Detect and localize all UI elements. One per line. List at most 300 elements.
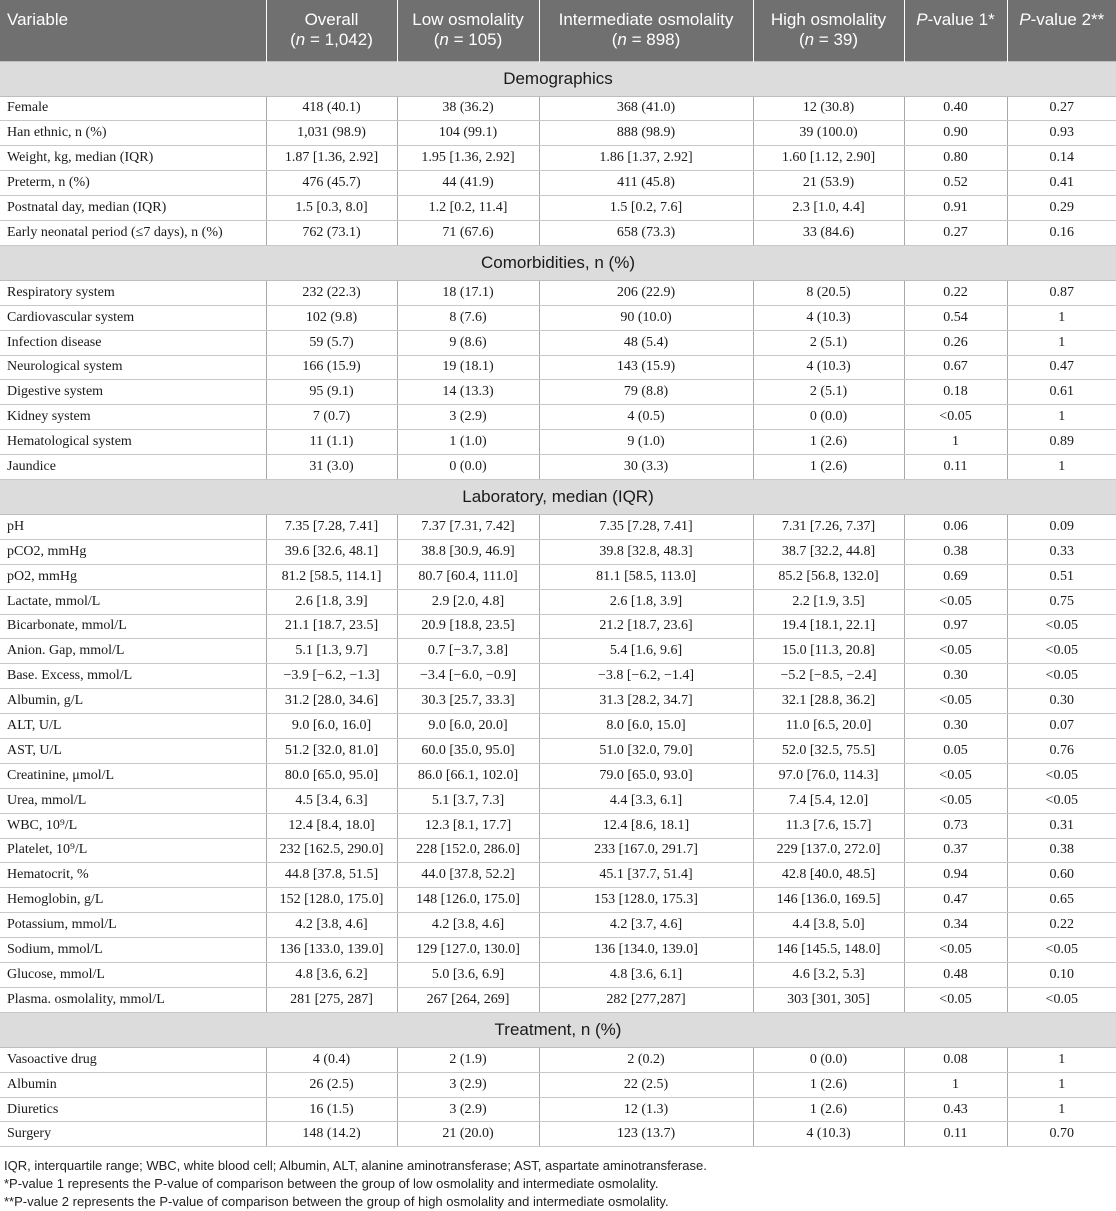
cell-intermediate-osmolality: 12 (1.3)	[539, 1097, 753, 1122]
cell-intermediate-osmolality: 22 (2.5)	[539, 1072, 753, 1097]
table-row	[0, 380, 1116, 405]
cell-low-osmolality: 7.37 [7.31, 7.42]	[397, 514, 539, 539]
cell-high-osmolality: 15.0 [11.3, 20.8]	[753, 639, 904, 664]
cell-high-osmolality: 2 (5.1)	[753, 380, 904, 405]
table-row	[0, 1122, 1116, 1147]
cell-low-osmolality: 2 (1.9)	[397, 1047, 539, 1072]
section-title: Laboratory, median (IQR)	[0, 479, 1116, 514]
cell-low-osmolality: 2.9 [2.0, 4.8]	[397, 589, 539, 614]
footnote-p-value-2: **P-value 2 represents the P-value of comparison between the group of high osmolality and intermediate osmolality.	[4, 1194, 669, 1210]
cell-low-osmolality: 5.0 [3.6, 6.9]	[397, 963, 539, 988]
cell-high-osmolality: 4.4 [3.8, 5.0]	[753, 913, 904, 938]
table-row	[0, 220, 1116, 245]
cell-overall: 81.2 [58.5, 114.1]	[266, 564, 397, 589]
cell-p-value-2: <0.05	[1007, 788, 1116, 813]
cell-low-osmolality: 5.1 [3.7, 7.3]	[397, 788, 539, 813]
cell-variable: Digestive system	[0, 380, 266, 405]
cell-variable: Weight, kg, median (IQR)	[0, 146, 266, 171]
cell-low-osmolality: 80.7 [60.4, 111.0]	[397, 564, 539, 589]
cell-low-osmolality: 14 (13.3)	[397, 380, 539, 405]
cell-p-value-1: 0.18	[904, 380, 1007, 405]
cell-low-osmolality: 86.0 [66.1, 102.0]	[397, 763, 539, 788]
table-row	[0, 405, 1116, 430]
cell-high-osmolality: 4 (10.3)	[753, 1122, 904, 1147]
cell-intermediate-osmolality: 2.6 [1.8, 3.9]	[539, 589, 753, 614]
cell-variable: Potassium, mmol/L	[0, 913, 266, 938]
cell-intermediate-osmolality: 4.4 [3.3, 6.1]	[539, 788, 753, 813]
cell-p-value-2: 0.38	[1007, 838, 1116, 863]
cell-p-value-1: 0.11	[904, 455, 1007, 480]
cell-intermediate-osmolality: 143 (15.9)	[539, 355, 753, 380]
cell-intermediate-osmolality: 411 (45.8)	[539, 171, 753, 196]
cell-p-value-1: <0.05	[904, 987, 1007, 1012]
cell-low-osmolality: 12.3 [8.1, 17.7]	[397, 813, 539, 838]
cell-high-osmolality: 229 [137.0, 272.0]	[753, 838, 904, 863]
cell-overall: 21.1 [18.7, 23.5]	[266, 614, 397, 639]
cell-p-value-2: 0.33	[1007, 539, 1116, 564]
cell-p-value-2: <0.05	[1007, 614, 1116, 639]
cell-variable: Creatinine, μmol/L	[0, 763, 266, 788]
cell-p-value-1: 0.08	[904, 1047, 1007, 1072]
cell-intermediate-osmolality: 81.1 [58.5, 113.0]	[539, 564, 753, 589]
cell-intermediate-osmolality: 1.5 [0.2, 7.6]	[539, 196, 753, 221]
cell-overall: 51.2 [32.0, 81.0]	[266, 738, 397, 763]
cell-variable: Urea, mmol/L	[0, 788, 266, 813]
cell-p-value-2: <0.05	[1007, 938, 1116, 963]
cell-intermediate-osmolality: 123 (13.7)	[539, 1122, 753, 1147]
cell-overall: 148 (14.2)	[266, 1122, 397, 1147]
cell-intermediate-osmolality: 4.2 [3.7, 4.6]	[539, 913, 753, 938]
table-row	[0, 1097, 1116, 1122]
cell-variable: Diuretics	[0, 1097, 266, 1122]
section-title: Treatment, n (%)	[0, 1012, 1116, 1047]
cell-overall: 1.87 [1.36, 2.92]	[266, 146, 397, 171]
cell-variable: pCO2, mmHg	[0, 539, 266, 564]
cell-low-osmolality: 1.2 [0.2, 11.4]	[397, 196, 539, 221]
cell-low-osmolality: 1 (1.0)	[397, 430, 539, 455]
cell-overall: 5.1 [1.3, 9.7]	[266, 639, 397, 664]
cell-intermediate-osmolality: 31.3 [28.2, 34.7]	[539, 689, 753, 714]
cell-high-osmolality: 38.7 [32.2, 44.8]	[753, 539, 904, 564]
cell-overall: 39.6 [32.6, 48.1]	[266, 539, 397, 564]
cell-p-value-2: 0.65	[1007, 888, 1116, 913]
cell-p-value-1: <0.05	[904, 639, 1007, 664]
cell-high-osmolality: −5.2 [−8.5, −2.4]	[753, 664, 904, 689]
cell-low-osmolality: 9 (8.6)	[397, 330, 539, 355]
cell-p-value-2: 0.60	[1007, 863, 1116, 888]
cell-p-value-1: 0.47	[904, 888, 1007, 913]
cell-p-value-1: 0.30	[904, 714, 1007, 739]
header-variable: Variable	[0, 0, 266, 61]
cell-p-value-1: 0.69	[904, 564, 1007, 589]
table-row	[0, 1047, 1116, 1072]
cell-high-osmolality: 4 (10.3)	[753, 355, 904, 380]
header-p-value-1: P-value 1*	[904, 0, 1007, 61]
cell-high-osmolality: 21 (53.9)	[753, 171, 904, 196]
cell-high-osmolality: 2.2 [1.9, 3.5]	[753, 589, 904, 614]
cell-overall: 11 (1.1)	[266, 430, 397, 455]
cell-p-value-1: <0.05	[904, 589, 1007, 614]
cell-overall: 4.8 [3.6, 6.2]	[266, 963, 397, 988]
table-row	[0, 987, 1116, 1012]
cell-p-value-1: <0.05	[904, 938, 1007, 963]
cell-p-value-2: 1	[1007, 405, 1116, 430]
cell-p-value-2: 0.29	[1007, 196, 1116, 221]
cell-intermediate-osmolality: 48 (5.4)	[539, 330, 753, 355]
table-row	[0, 938, 1116, 963]
cell-low-osmolality: 4.2 [3.8, 4.6]	[397, 913, 539, 938]
cell-overall: 80.0 [65.0, 95.0]	[266, 763, 397, 788]
cell-low-osmolality: 60.0 [35.0, 95.0]	[397, 738, 539, 763]
cell-p-value-2: 1	[1007, 1072, 1116, 1097]
header-p-value-2: P-value 2**	[1007, 0, 1116, 61]
cell-high-osmolality: 1 (2.6)	[753, 455, 904, 480]
table-row	[0, 514, 1116, 539]
cell-p-value-2: 0.75	[1007, 589, 1116, 614]
cell-variable: Albumin	[0, 1072, 266, 1097]
cell-high-osmolality: 7.4 [5.4, 12.0]	[753, 788, 904, 813]
cell-variable: Neurological system	[0, 355, 266, 380]
cell-p-value-2: 0.07	[1007, 714, 1116, 739]
cell-high-osmolality: 11.0 [6.5, 20.0]	[753, 714, 904, 739]
table-row	[0, 196, 1116, 221]
cell-p-value-1: 0.90	[904, 121, 1007, 146]
table-row	[0, 171, 1116, 196]
cell-intermediate-osmolality: 12.4 [8.6, 18.1]	[539, 813, 753, 838]
cell-p-value-1: 0.37	[904, 838, 1007, 863]
cell-intermediate-osmolality: 1.86 [1.37, 2.92]	[539, 146, 753, 171]
cell-p-value-1: 0.34	[904, 913, 1007, 938]
cell-p-value-1: 0.54	[904, 305, 1007, 330]
cell-variable: pH	[0, 514, 266, 539]
cell-high-osmolality: 19.4 [18.1, 22.1]	[753, 614, 904, 639]
cell-variable: Vasoactive drug	[0, 1047, 266, 1072]
cell-intermediate-osmolality: 45.1 [37.7, 51.4]	[539, 863, 753, 888]
cell-overall: 31.2 [28.0, 34.6]	[266, 689, 397, 714]
cell-overall: 31 (3.0)	[266, 455, 397, 480]
cell-overall: 7.35 [7.28, 7.41]	[266, 514, 397, 539]
table-body	[0, 61, 1116, 1147]
table-row	[0, 305, 1116, 330]
cell-high-osmolality: 146 [136.0, 169.5]	[753, 888, 904, 913]
cell-high-osmolality: 1 (2.6)	[753, 1072, 904, 1097]
cell-overall: 418 (40.1)	[266, 96, 397, 121]
cell-overall: 102 (9.8)	[266, 305, 397, 330]
cell-p-value-2: 0.31	[1007, 813, 1116, 838]
cell-p-value-2: 0.61	[1007, 380, 1116, 405]
cell-p-value-1: <0.05	[904, 689, 1007, 714]
cell-intermediate-osmolality: 5.4 [1.6, 9.6]	[539, 639, 753, 664]
cell-high-osmolality: 1 (2.6)	[753, 430, 904, 455]
cell-variable: Sodium, mmol/L	[0, 938, 266, 963]
cell-high-osmolality: 33 (84.6)	[753, 220, 904, 245]
cell-p-value-1: <0.05	[904, 763, 1007, 788]
cell-overall: 281 [275, 287]	[266, 987, 397, 1012]
table-row	[0, 664, 1116, 689]
cell-variable: Kidney system	[0, 405, 266, 430]
cell-overall: 4 (0.4)	[266, 1047, 397, 1072]
cell-p-value-1: 0.73	[904, 813, 1007, 838]
cell-p-value-1: 0.97	[904, 614, 1007, 639]
footnote-abbreviations: IQR, interquartile range; WBC, white blood cell; Albumin, ALT, alanine aminotransferase; AST, aspartate aminotransferase.	[4, 1158, 707, 1174]
cell-high-osmolality: 4 (10.3)	[753, 305, 904, 330]
cell-high-osmolality: 39 (100.0)	[753, 121, 904, 146]
cell-p-value-2: 1	[1007, 330, 1116, 355]
cell-variable: Female	[0, 96, 266, 121]
cell-low-osmolality: 8 (7.6)	[397, 305, 539, 330]
cell-low-osmolality: 44 (41.9)	[397, 171, 539, 196]
cell-p-value-2: 0.16	[1007, 220, 1116, 245]
cell-overall: 476 (45.7)	[266, 171, 397, 196]
section-row	[0, 479, 1116, 514]
cell-p-value-2: 0.22	[1007, 913, 1116, 938]
cell-overall: 26 (2.5)	[266, 1072, 397, 1097]
table-row	[0, 564, 1116, 589]
cell-overall: 95 (9.1)	[266, 380, 397, 405]
cell-variable: Glucose, mmol/L	[0, 963, 266, 988]
cell-high-osmolality: 8 (20.5)	[753, 280, 904, 305]
section-row	[0, 61, 1116, 96]
cell-p-value-2: 0.41	[1007, 171, 1116, 196]
table-row	[0, 963, 1116, 988]
cell-variable: pO2, mmHg	[0, 564, 266, 589]
table-row	[0, 146, 1116, 171]
cell-p-value-1: 1	[904, 430, 1007, 455]
cell-intermediate-osmolality: 4 (0.5)	[539, 405, 753, 430]
cell-low-osmolality: 9.0 [6.0, 20.0]	[397, 714, 539, 739]
cell-high-osmolality: 32.1 [28.8, 36.2]	[753, 689, 904, 714]
cell-p-value-1: 0.43	[904, 1097, 1007, 1122]
cell-p-value-2: 0.27	[1007, 96, 1116, 121]
cell-overall: 166 (15.9)	[266, 355, 397, 380]
cell-overall: 2.6 [1.8, 3.9]	[266, 589, 397, 614]
cell-high-osmolality: 97.0 [76.0, 114.3]	[753, 763, 904, 788]
cell-intermediate-osmolality: 7.35 [7.28, 7.41]	[539, 514, 753, 539]
cell-variable: Hematocrit, %	[0, 863, 266, 888]
table-row	[0, 430, 1116, 455]
cell-intermediate-osmolality: 90 (10.0)	[539, 305, 753, 330]
cell-intermediate-osmolality: 21.2 [18.7, 23.6]	[539, 614, 753, 639]
cell-intermediate-osmolality: 51.0 [32.0, 79.0]	[539, 738, 753, 763]
cell-high-osmolality: 2.3 [1.0, 4.4]	[753, 196, 904, 221]
cell-p-value-2: <0.05	[1007, 763, 1116, 788]
cell-high-osmolality: 303 [301, 305]	[753, 987, 904, 1012]
cell-variable: AST, U/L	[0, 738, 266, 763]
header-low-osmolality: Low osmolality (n = 105)	[397, 0, 539, 61]
table-row	[0, 614, 1116, 639]
cell-low-osmolality: 30.3 [25.7, 33.3]	[397, 689, 539, 714]
cell-p-value-1: 0.05	[904, 738, 1007, 763]
cell-p-value-2: 1	[1007, 1097, 1116, 1122]
table-row	[0, 455, 1116, 480]
cell-overall: 9.0 [6.0, 16.0]	[266, 714, 397, 739]
cell-p-value-2: <0.05	[1007, 664, 1116, 689]
cell-p-value-1: 0.30	[904, 664, 1007, 689]
cell-low-osmolality: 3 (2.9)	[397, 405, 539, 430]
table-row	[0, 355, 1116, 380]
cell-low-osmolality: 3 (2.9)	[397, 1097, 539, 1122]
cell-variable: WBC, 10⁹/L	[0, 813, 266, 838]
cell-p-value-2: 1	[1007, 305, 1116, 330]
cell-p-value-2: 0.09	[1007, 514, 1116, 539]
cell-high-osmolality: 146 [145.5, 148.0]	[753, 938, 904, 963]
cell-variable: Preterm, n (%)	[0, 171, 266, 196]
cell-variable: Hemoglobin, g/L	[0, 888, 266, 913]
cell-high-osmolality: 1.60 [1.12, 2.90]	[753, 146, 904, 171]
cell-p-value-1: 0.22	[904, 280, 1007, 305]
cell-overall: 136 [133.0, 139.0]	[266, 938, 397, 963]
cell-p-value-1: 1	[904, 1072, 1007, 1097]
cell-overall: 1,031 (98.9)	[266, 121, 397, 146]
cell-p-value-2: 0.89	[1007, 430, 1116, 455]
cell-overall: 59 (5.7)	[266, 330, 397, 355]
cell-variable: Early neonatal period (≤7 days), n (%)	[0, 220, 266, 245]
cell-p-value-1: 0.52	[904, 171, 1007, 196]
cell-p-value-1: 0.38	[904, 539, 1007, 564]
cell-variable: Infection disease	[0, 330, 266, 355]
cell-intermediate-osmolality: 136 [134.0, 139.0]	[539, 938, 753, 963]
cell-p-value-1: 0.40	[904, 96, 1007, 121]
table-header	[0, 0, 1116, 61]
cell-variable: Jaundice	[0, 455, 266, 480]
cell-low-osmolality: 71 (67.6)	[397, 220, 539, 245]
cell-low-osmolality: 0 (0.0)	[397, 455, 539, 480]
cell-high-osmolality: 4.6 [3.2, 5.3]	[753, 963, 904, 988]
cell-high-osmolality: 11.3 [7.6, 15.7]	[753, 813, 904, 838]
section-row	[0, 1012, 1116, 1047]
cell-high-osmolality: 0 (0.0)	[753, 405, 904, 430]
cell-p-value-2: 0.14	[1007, 146, 1116, 171]
table-row	[0, 639, 1116, 664]
table-row	[0, 1072, 1116, 1097]
cell-variable: Respiratory system	[0, 280, 266, 305]
cell-p-value-1: 0.11	[904, 1122, 1007, 1147]
section-row	[0, 245, 1116, 280]
cell-low-osmolality: 19 (18.1)	[397, 355, 539, 380]
cell-p-value-2: 0.47	[1007, 355, 1116, 380]
header-high-osmolality: High osmolality (n = 39)	[753, 0, 904, 61]
cell-overall: 7 (0.7)	[266, 405, 397, 430]
cell-p-value-2: 0.76	[1007, 738, 1116, 763]
section-title: Comorbidities, n (%)	[0, 245, 1116, 280]
cell-p-value-1: 0.80	[904, 146, 1007, 171]
table-row	[0, 863, 1116, 888]
table-row	[0, 330, 1116, 355]
cell-intermediate-osmolality: 233 [167.0, 291.7]	[539, 838, 753, 863]
table-row	[0, 96, 1116, 121]
cell-intermediate-osmolality: 153 [128.0, 175.3]	[539, 888, 753, 913]
table-row	[0, 689, 1116, 714]
header-overall: Overall (n = 1,042)	[266, 0, 397, 61]
table-row	[0, 539, 1116, 564]
table-row	[0, 763, 1116, 788]
cell-variable: Platelet, 10⁹/L	[0, 838, 266, 863]
cell-variable: Bicarbonate, mmol/L	[0, 614, 266, 639]
table-row	[0, 714, 1116, 739]
cell-overall: 762 (73.1)	[266, 220, 397, 245]
cell-p-value-1: <0.05	[904, 788, 1007, 813]
table-row	[0, 788, 1116, 813]
cell-variable: Base. Excess, mmol/L	[0, 664, 266, 689]
cell-low-osmolality: 148 [126.0, 175.0]	[397, 888, 539, 913]
cell-p-value-1: 0.91	[904, 196, 1007, 221]
cell-p-value-2: 0.10	[1007, 963, 1116, 988]
table-row	[0, 589, 1116, 614]
header-intermediate-osmolality: Intermediate osmolality (n = 898)	[539, 0, 753, 61]
cell-intermediate-osmolality: 79.0 [65.0, 93.0]	[539, 763, 753, 788]
table-row	[0, 280, 1116, 305]
cell-variable: Surgery	[0, 1122, 266, 1147]
cell-intermediate-osmolality: 368 (41.0)	[539, 96, 753, 121]
cell-high-osmolality: 0 (0.0)	[753, 1047, 904, 1072]
cell-variable: Lactate, mmol/L	[0, 589, 266, 614]
cell-low-osmolality: 38 (36.2)	[397, 96, 539, 121]
cell-intermediate-osmolality: 79 (8.8)	[539, 380, 753, 405]
cell-p-value-2: 0.93	[1007, 121, 1116, 146]
cell-overall: 4.5 [3.4, 6.3]	[266, 788, 397, 813]
cell-p-value-2: 0.87	[1007, 280, 1116, 305]
cell-low-osmolality: 3 (2.9)	[397, 1072, 539, 1097]
cell-variable: Hematological system	[0, 430, 266, 455]
cell-intermediate-osmolality: −3.8 [−6.2, −1.4]	[539, 664, 753, 689]
cell-intermediate-osmolality: 39.8 [32.8, 48.3]	[539, 539, 753, 564]
cell-low-osmolality: −3.4 [−6.0, −0.9]	[397, 664, 539, 689]
footnote-p-value-1: *P-value 1 represents the P-value of comparison between the group of low osmolality and intermediate osmolality.	[4, 1176, 659, 1192]
cell-variable: Albumin, g/L	[0, 689, 266, 714]
cell-overall: −3.9 [−6.2, −1.3]	[266, 664, 397, 689]
cell-low-osmolality: 267 [264, 269]	[397, 987, 539, 1012]
cell-p-value-1: 0.06	[904, 514, 1007, 539]
cell-intermediate-osmolality: 8.0 [6.0, 15.0]	[539, 714, 753, 739]
cell-low-osmolality: 21 (20.0)	[397, 1122, 539, 1147]
cell-high-osmolality: 52.0 [32.5, 75.5]	[753, 738, 904, 763]
cell-variable: Plasma. osmolality, mmol/L	[0, 987, 266, 1012]
cell-p-value-1: 0.94	[904, 863, 1007, 888]
cell-p-value-2: <0.05	[1007, 639, 1116, 664]
cell-intermediate-osmolality: 2 (0.2)	[539, 1047, 753, 1072]
cell-p-value-2: <0.05	[1007, 987, 1116, 1012]
cell-intermediate-osmolality: 9 (1.0)	[539, 430, 753, 455]
cell-low-osmolality: 38.8 [30.9, 46.9]	[397, 539, 539, 564]
cell-low-osmolality: 18 (17.1)	[397, 280, 539, 305]
cell-p-value-2: 1	[1007, 455, 1116, 480]
footnotes	[0, 1147, 1116, 1211]
cell-low-osmolality: 1.95 [1.36, 2.92]	[397, 146, 539, 171]
cell-overall: 16 (1.5)	[266, 1097, 397, 1122]
cell-low-osmolality: 129 [127.0, 130.0]	[397, 938, 539, 963]
cell-high-osmolality: 85.2 [56.8, 132.0]	[753, 564, 904, 589]
cell-p-value-2: 0.30	[1007, 689, 1116, 714]
cell-p-value-1: 0.27	[904, 220, 1007, 245]
cell-high-osmolality: 2 (5.1)	[753, 330, 904, 355]
cell-high-osmolality: 7.31 [7.26, 7.37]	[753, 514, 904, 539]
cell-intermediate-osmolality: 206 (22.9)	[539, 280, 753, 305]
cell-overall: 1.5 [0.3, 8.0]	[266, 196, 397, 221]
cell-variable: Cardiovascular system	[0, 305, 266, 330]
cell-intermediate-osmolality: 4.8 [3.6, 6.1]	[539, 963, 753, 988]
cell-overall: 4.2 [3.8, 4.6]	[266, 913, 397, 938]
cell-p-value-1: 0.67	[904, 355, 1007, 380]
cell-overall: 152 [128.0, 175.0]	[266, 888, 397, 913]
cell-low-osmolality: 0.7 [−3.7, 3.8]	[397, 639, 539, 664]
cell-intermediate-osmolality: 658 (73.3)	[539, 220, 753, 245]
cell-high-osmolality: 12 (30.8)	[753, 96, 904, 121]
header-row	[0, 0, 1116, 61]
cell-intermediate-osmolality: 282 [277,287]	[539, 987, 753, 1012]
table-row	[0, 813, 1116, 838]
cell-intermediate-osmolality: 30 (3.3)	[539, 455, 753, 480]
cell-p-value-2: 0.51	[1007, 564, 1116, 589]
